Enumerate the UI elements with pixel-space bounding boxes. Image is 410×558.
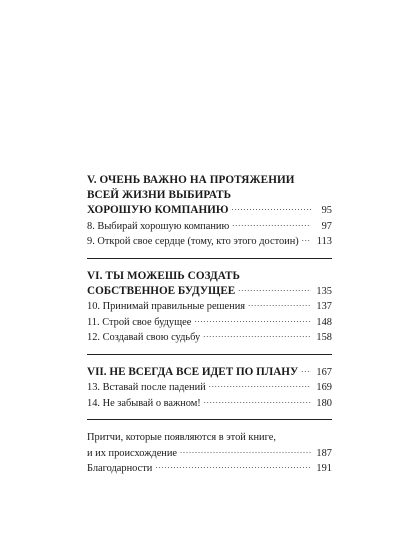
entry-label: 9. Открой свое сердце (тому, кто этого достоин) — [87, 236, 299, 247]
toc-entry-acknowledgements[interactable] — [87, 461, 332, 477]
toc-entry-chapter-14[interactable] — [87, 396, 332, 412]
dot-leader — [232, 216, 311, 232]
dot-leader — [231, 200, 311, 216]
entry-label: 11. Строй свое будущее — [87, 316, 192, 328]
page-number: 148 — [316, 316, 332, 328]
dot-leader — [180, 443, 311, 459]
page-number: 95 — [321, 205, 332, 216]
page-number: 187 — [316, 447, 332, 459]
dot-leader — [203, 327, 311, 343]
parables-line-1: Притчи, которые появляются в этой книге, — [87, 432, 276, 443]
appendix — [87, 430, 332, 477]
divider — [87, 354, 332, 355]
dot-leader — [194, 312, 311, 328]
table-of-contents — [87, 173, 332, 477]
entry-label: 10. Принимай правильные решения — [87, 301, 246, 312]
page-number: 137 — [316, 301, 332, 312]
entry-label: 13. Вставай после падений — [87, 382, 206, 393]
page-number: 167 — [316, 366, 332, 378]
page-number: 158 — [316, 332, 332, 343]
page-number: 97 — [321, 220, 332, 232]
entry-label: Благодарности — [87, 463, 153, 474]
page-number: 113 — [316, 236, 332, 247]
toc-entry-chapter-12[interactable] — [87, 330, 332, 346]
parables-line-2: и их происхождение — [87, 447, 178, 459]
entry-label: 14. Не забывай о важном! — [87, 397, 201, 409]
toc-entry-chapter-9[interactable] — [87, 234, 332, 250]
section-vii-title: VII. НЕ ВСЕГДА ВСЕ ИДЕТ ПО ПЛАНУ — [87, 365, 299, 378]
dot-leader — [209, 377, 311, 393]
dot-leader — [155, 458, 311, 474]
section-v-title-line-3: ХОРОШУЮ КОМПАНИЮ — [87, 204, 229, 216]
page-number: 191 — [316, 463, 332, 474]
divider — [87, 258, 332, 259]
section-v-title-line-1: V. ОЧЕНЬ ВАЖНО НА ПРОТЯЖЕНИИ — [87, 174, 295, 186]
dot-leader — [248, 296, 311, 312]
page-number: 169 — [316, 382, 332, 393]
dot-leader — [301, 362, 311, 378]
section-vi-title-line-2: СОБСТВЕННОЕ БУДУЩЕЕ — [87, 284, 236, 297]
divider — [87, 419, 332, 420]
entry-label: 8. Выбирай хорошую компанию — [87, 220, 230, 232]
entry-label: 12. Создавай свою судьбу — [87, 332, 201, 343]
dot-leader — [238, 281, 311, 297]
page-number: 135 — [316, 285, 332, 297]
page-number: 180 — [316, 397, 332, 409]
section-vii — [87, 365, 332, 412]
section-vi-title-line-1: VI. ТЫ МОЖЕШЬ СОЗДАТЬ — [87, 269, 241, 282]
section-v — [87, 173, 332, 250]
dot-leader — [204, 393, 311, 409]
dot-leader — [302, 231, 311, 247]
section-v-title-line-2: ВСЕЙ ЖИЗНИ ВЫБИРАТЬ — [87, 189, 232, 201]
toc-entry-chapter-8[interactable] — [87, 219, 332, 235]
section-vi — [87, 269, 332, 346]
